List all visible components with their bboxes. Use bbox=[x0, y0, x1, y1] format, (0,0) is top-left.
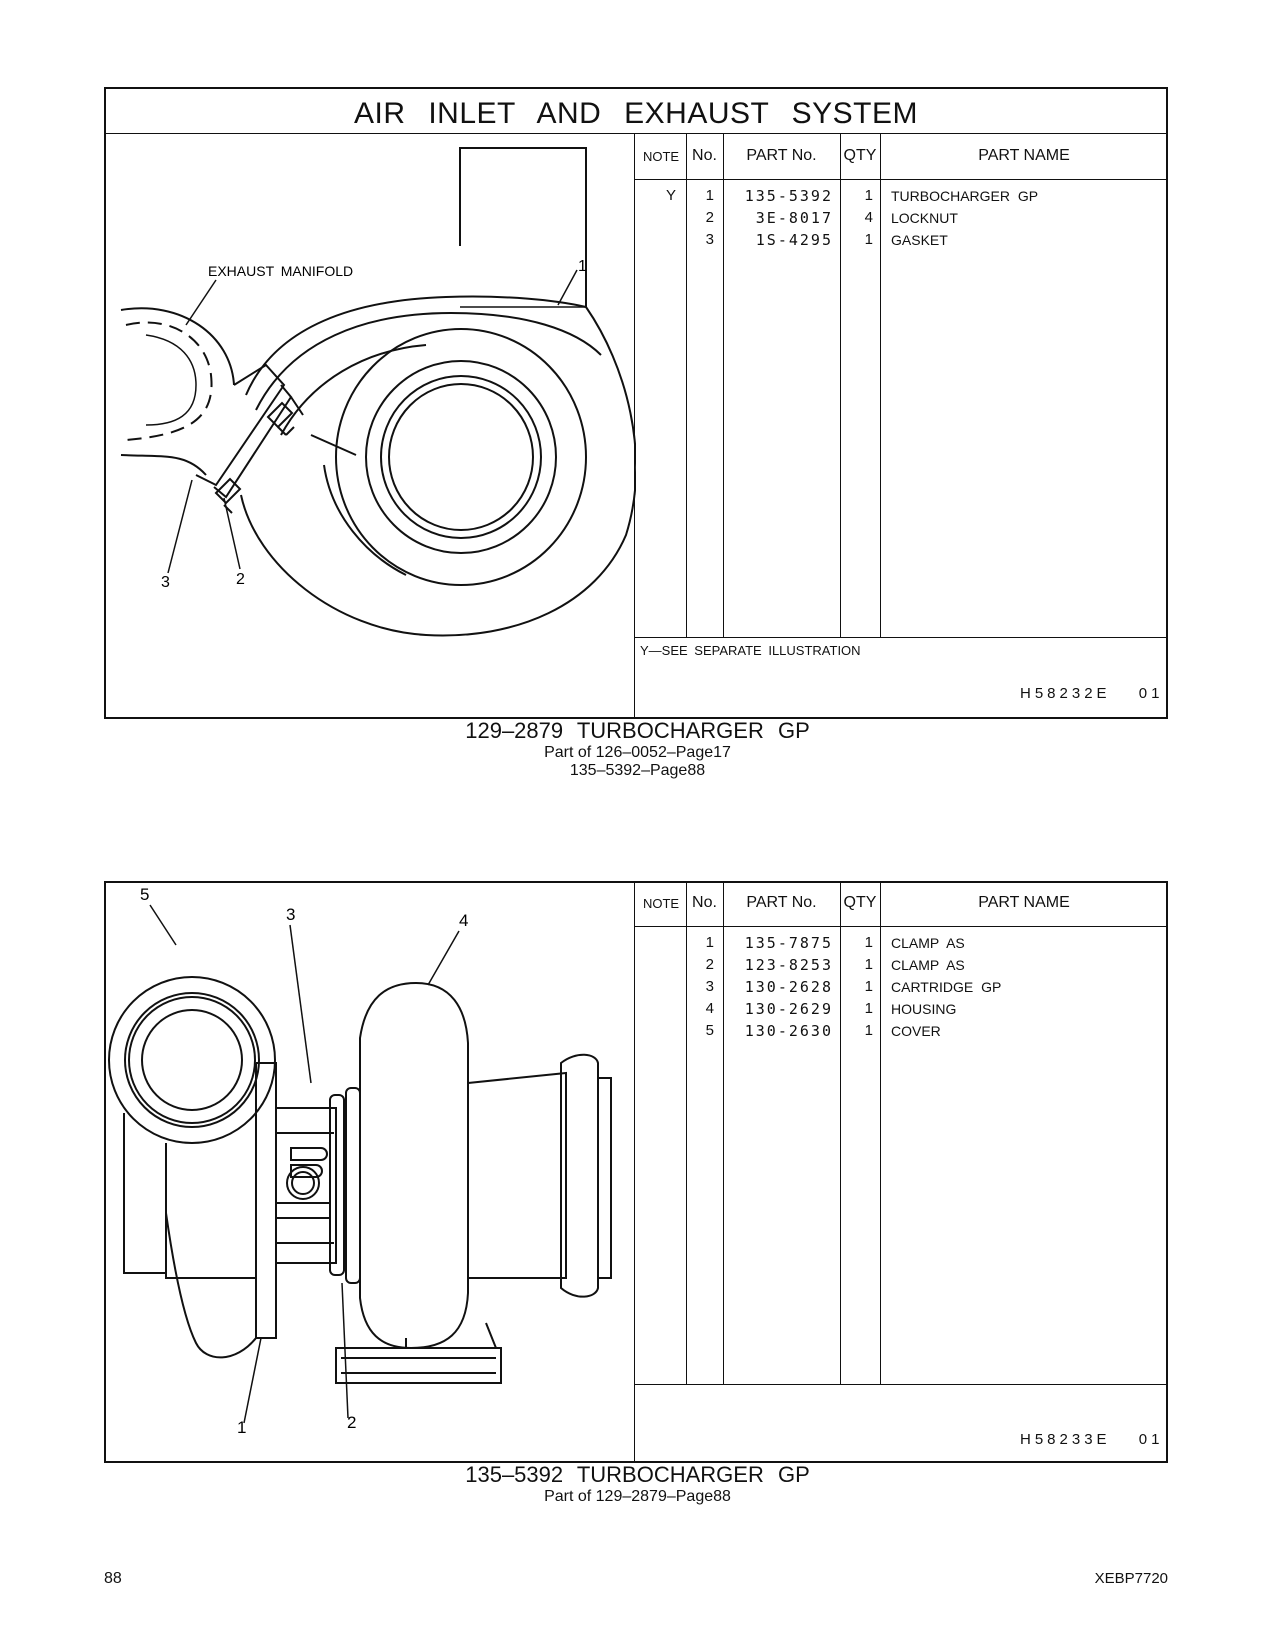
cell-part-no: 130-2630 bbox=[744, 1022, 833, 1040]
cell-part-no: 1S-4295 bbox=[755, 231, 833, 249]
table-1-left-border bbox=[634, 133, 635, 719]
image-id-rev: 01 bbox=[1138, 685, 1164, 702]
callout-2: 2 bbox=[236, 571, 245, 588]
cell-qty: 1 bbox=[864, 978, 873, 995]
caption-2 bbox=[0, 1462, 1275, 1506]
callout-3: 3 bbox=[161, 574, 170, 591]
caption-1 bbox=[0, 718, 1275, 780]
cell-part-name: CLAMP AS bbox=[891, 935, 965, 951]
callout-1: 1 bbox=[237, 1418, 247, 1437]
col-header-no: No. bbox=[692, 147, 717, 164]
footnote-divider bbox=[634, 637, 1168, 638]
cell-no: 1 bbox=[705, 934, 714, 951]
footnote-divider bbox=[634, 1384, 1168, 1385]
cell-no: 3 bbox=[705, 978, 714, 995]
cell-part-name: COVER bbox=[891, 1023, 941, 1039]
cell-part-name: TURBOCHARGER GP bbox=[891, 188, 1039, 204]
callout-3: 3 bbox=[286, 905, 296, 924]
callout-exhaust-manifold: EXHAUST MANIFOLD bbox=[208, 263, 354, 279]
cell-qty: 1 bbox=[864, 934, 873, 951]
cell-note: Y bbox=[665, 187, 676, 204]
cell-part-no: 130-2628 bbox=[744, 978, 833, 996]
col-header-part-name: PART NAME bbox=[978, 147, 1070, 164]
document-id: XEBP7720 bbox=[1094, 1570, 1168, 1587]
caption-sub: Part of 129–2879–Page88 bbox=[544, 1488, 731, 1505]
cell-no: 5 bbox=[705, 1022, 714, 1039]
cell-qty: 1 bbox=[864, 956, 873, 973]
page-number: 88 bbox=[104, 1570, 122, 1587]
table-2-left-border bbox=[634, 881, 635, 1463]
cell-no: 2 bbox=[705, 209, 714, 226]
caption-title: 129–2879 TURBOCHARGER GP bbox=[465, 718, 810, 743]
col-divider bbox=[880, 133, 881, 637]
cell-part-no: 135-5392 bbox=[744, 187, 833, 205]
cell-qty: 1 bbox=[864, 231, 873, 248]
col-header-part-no: PART No. bbox=[746, 894, 817, 911]
callout-4: 4 bbox=[459, 911, 469, 930]
col-header-note: NOTE bbox=[642, 149, 680, 164]
cell-qty: 4 bbox=[864, 209, 873, 226]
callout-1: 1 bbox=[578, 258, 587, 275]
footnote: Y—SEE SEPARATE ILLUSTRATION bbox=[640, 643, 861, 658]
cell-no: 3 bbox=[705, 231, 714, 248]
col-header-no: No. bbox=[692, 894, 717, 911]
image-id-code: H58232E bbox=[1020, 685, 1111, 702]
cell-qty: 1 bbox=[864, 187, 873, 204]
col-header-note: NOTE bbox=[642, 896, 680, 911]
cell-qty: 1 bbox=[864, 1022, 873, 1039]
col-header-qty: QTY bbox=[843, 894, 877, 911]
cell-part-no: 135-7875 bbox=[744, 934, 833, 952]
image-id bbox=[1020, 685, 1163, 702]
cell-no: 2 bbox=[705, 956, 714, 973]
callout-2: 2 bbox=[347, 1413, 357, 1432]
caption-title: 135–5392 TURBOCHARGER GP bbox=[465, 1462, 810, 1487]
col-divider bbox=[880, 881, 881, 1384]
cell-no: 1 bbox=[705, 187, 714, 204]
header-divider bbox=[634, 926, 1168, 927]
illustration-turbocharger-exhaust bbox=[106, 135, 636, 717]
image-id-code: H58233E bbox=[1020, 1431, 1111, 1448]
section-title: AIR INLET AND EXHAUST SYSTEM bbox=[353, 97, 919, 130]
image-id-rev: 01 bbox=[1138, 1431, 1164, 1448]
callout-5: 5 bbox=[140, 885, 150, 904]
col-header-qty: QTY bbox=[843, 147, 877, 164]
cell-qty: 1 bbox=[864, 1000, 873, 1017]
col-header-part-no: PART No. bbox=[746, 147, 817, 164]
title-divider bbox=[104, 133, 1168, 134]
cell-part-name: GASKET bbox=[891, 232, 948, 248]
cell-part-name: CARTRIDGE GP bbox=[891, 979, 1002, 995]
cell-part-no: 123-8253 bbox=[744, 956, 833, 974]
cell-part-name: HOUSING bbox=[891, 1001, 957, 1017]
cell-part-no: 130-2629 bbox=[744, 1000, 833, 1018]
caption-sub: Part of 126–0052–Page17 bbox=[544, 744, 731, 761]
illustration-turbocharger-side bbox=[106, 883, 636, 1461]
cell-part-no: 3E-8017 bbox=[755, 209, 833, 227]
caption-sub: 135–5392–Page88 bbox=[569, 762, 706, 779]
cell-part-name: CLAMP AS bbox=[891, 957, 965, 973]
cell-no: 4 bbox=[705, 1000, 714, 1017]
cell-part-name: LOCKNUT bbox=[891, 210, 958, 226]
image-id bbox=[1020, 1431, 1163, 1448]
col-header-part-name: PART NAME bbox=[978, 894, 1070, 911]
header-divider bbox=[634, 179, 1168, 180]
